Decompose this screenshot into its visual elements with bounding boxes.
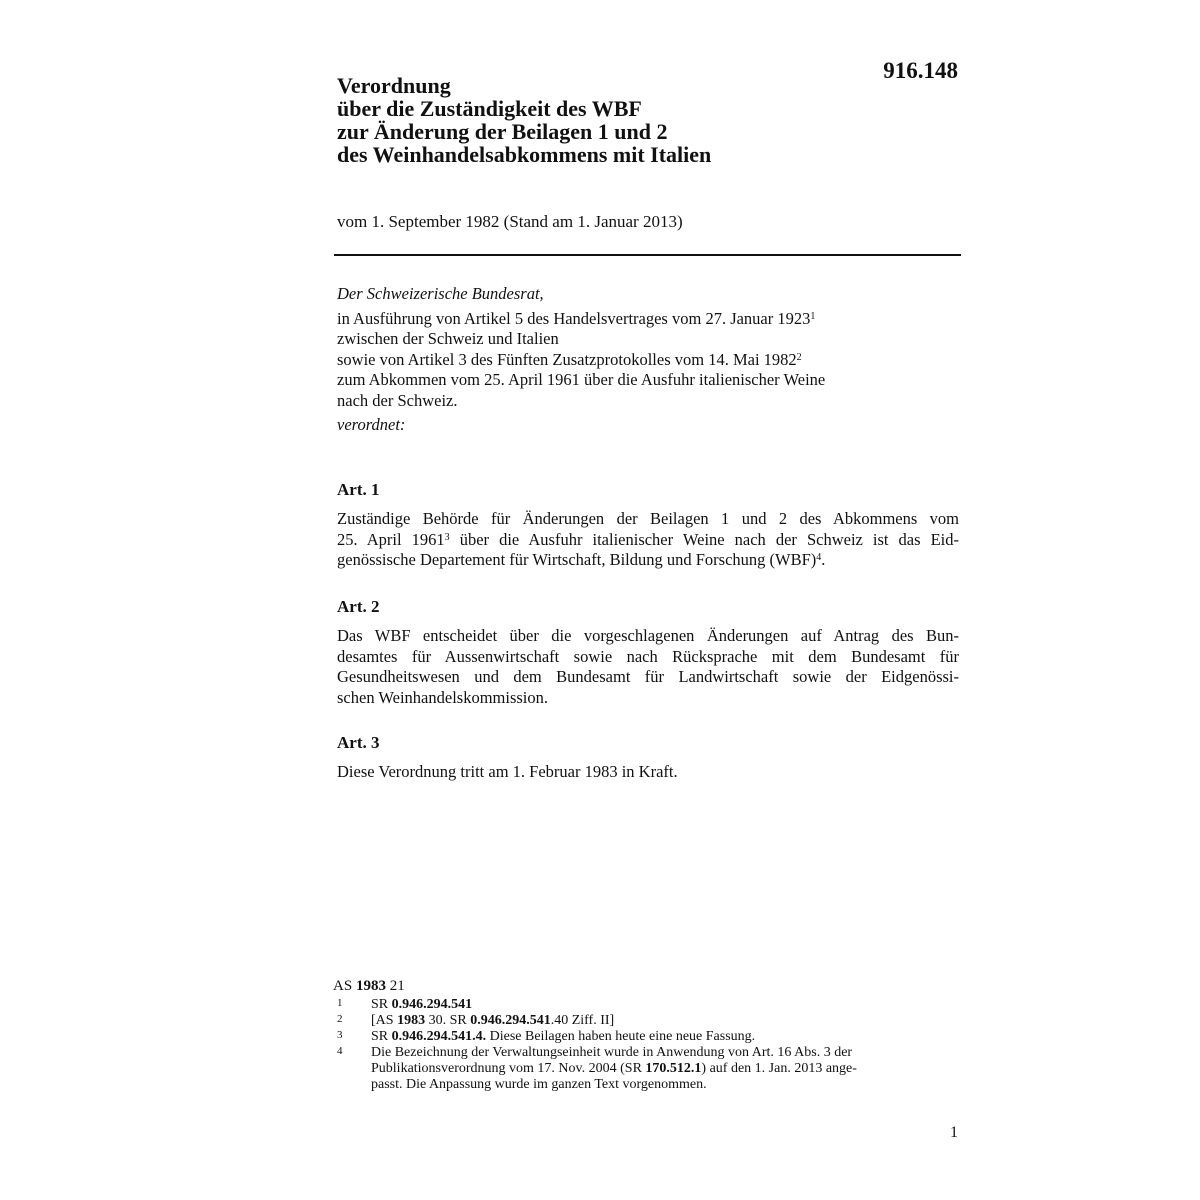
footnote-line: passt. Die Anpassung wurde im ganzen Text vorgenommen. [371,1077,707,1092]
article-line: Das WBF entscheidet über die vorgeschlagenen Änderungen auf Antrag des Bun- [337,626,959,645]
page-number: 1 [950,1124,958,1141]
preamble-line [337,329,959,350]
article-text [337,509,959,571]
text-segment: . [821,550,826,569]
preamble-line [337,309,959,330]
footnote-number: 3 [337,1029,343,1041]
text-segment: 0.946.294.541 [391,997,473,1012]
document-date: vom 1. September 1982 (Stand am 1. Januar 2013) [337,212,683,231]
footnote-text [371,997,938,1013]
text-segment: 1983 [397,1013,426,1028]
footnote-number: 2 [337,1013,343,1025]
article-heading: Art. 2 [337,597,380,616]
article-2 [337,597,959,708]
article-line [337,530,959,551]
text-segment: SR [371,1029,392,1044]
preamble-line-text: in Ausführung von Artikel 5 des Handelsvertrages vom 27. Januar 1923 [337,308,811,328]
preamble-line-text: zwischen der Schweiz und Italien [337,329,559,348]
footnote [333,997,938,1013]
text-segment: 25. April 1961 [337,529,445,549]
footnotes [333,978,938,1093]
article-text [337,626,959,708]
preamble [337,284,959,436]
preamble-line [337,391,959,412]
preamble-line-text: zum Abkommen vom 25. April 1961 über die Ausfuhr italienischer Weine [337,370,826,389]
text-segment: 1983 [355,978,386,994]
header-divider [334,254,961,256]
article-line [337,550,959,571]
footnote-line [371,1029,938,1045]
footnote-text [371,1013,938,1029]
footnote-list [333,997,938,1045]
article-line: Diese Verordnung tritt am 1. Februar 1983 in Kraft. [337,762,678,781]
text-segment: 0.946.294.541.4. [391,1029,487,1044]
footnote [333,1045,938,1093]
title-line: über die Zuständigkeit des WBF [337,96,642,121]
footnote-line [371,1061,938,1077]
text-segment: Diese Beilagen haben heute eine neue Fassung. [486,1029,756,1044]
preamble-line [337,350,959,371]
text-segment: 0.946.294.541 [470,1013,551,1028]
footnote-ref[interactable]: 2 [796,351,802,363]
article-line: Gesundheitswesen und dem Bundesamt für Landwirtschaft sowie der Eidgenössi- [337,667,959,686]
text-segment: AS [333,978,356,994]
enacting-formula: verordnet: [337,415,406,434]
text-segment: genössische Departement für Wirtschaft, Bildung und Forschung (WBF) [337,550,817,569]
text-segment: ) auf den 1. Jan. 2013 ange- [701,1061,857,1076]
preamble-line [337,370,959,391]
text-segment: 170.512.1 [645,1061,702,1076]
text-segment: SR [371,997,392,1012]
text-segment: .40 Ziff. II] [550,1013,615,1028]
article-heading: Art. 1 [337,480,380,499]
article-1 [337,480,959,571]
text-segment: [AS [371,1013,398,1028]
title-line: Verordnung [337,73,451,98]
footnote-text [371,1045,938,1093]
preamble-line-text: nach der Schweiz. [337,390,458,410]
footnote-line [371,1013,938,1029]
article-heading: Art. 3 [337,733,380,752]
footnote [333,1013,938,1029]
footnote [333,1029,938,1045]
article-line: desamtes für Aussenwirtschaft sowie nach Rücksprache mit dem Bundesamt für [337,646,959,666]
text-segment: 30. SR [425,1013,471,1028]
preamble-line-text: sowie von Artikel 3 des Fünften Zusatzprotokolles vom 14. Mai 1982 [337,349,797,369]
text-segment: Publikationsverordnung vom 17. Nov. 2004 (SR [371,1061,646,1076]
official-compilation-ref [333,978,938,994]
footnote-ref[interactable]: 4 [816,552,822,563]
footnote-line [371,997,938,1013]
text-segment: über die Ausfuhr italienischer Weine nach der Schweiz ist das Eid- [449,529,960,549]
footnote-ref[interactable]: 1 [810,310,816,322]
article-line: schen Weinhandelskommission. [337,687,549,707]
title-line: zur Änderung der Beilagen 1 und 2 [337,119,668,144]
footnote-number: 1 [337,997,343,1009]
footnote-number: 4 [337,1045,343,1057]
text-segment: 21 [385,978,405,994]
sr-number: 916.148 [883,58,958,83]
article-3 [337,733,959,783]
article-line: Zuständige Behörde für Änderungen der Beilagen 1 und 2 des Abkommens vom [337,509,959,528]
footnote-ref[interactable]: 3 [444,531,450,543]
issuer: Der Schweizerische Bundesrat, [337,284,544,303]
title-line: des Weinhandelsabkommens mit Italien [337,142,712,167]
footnote-line: Die Bezeichnung der Verwaltungseinheit wurde in Anwendung von Art. 16 Abs. 3 der [371,1045,853,1060]
document-title [337,74,897,166]
article-text [337,762,959,783]
footnote-text [371,1029,938,1045]
